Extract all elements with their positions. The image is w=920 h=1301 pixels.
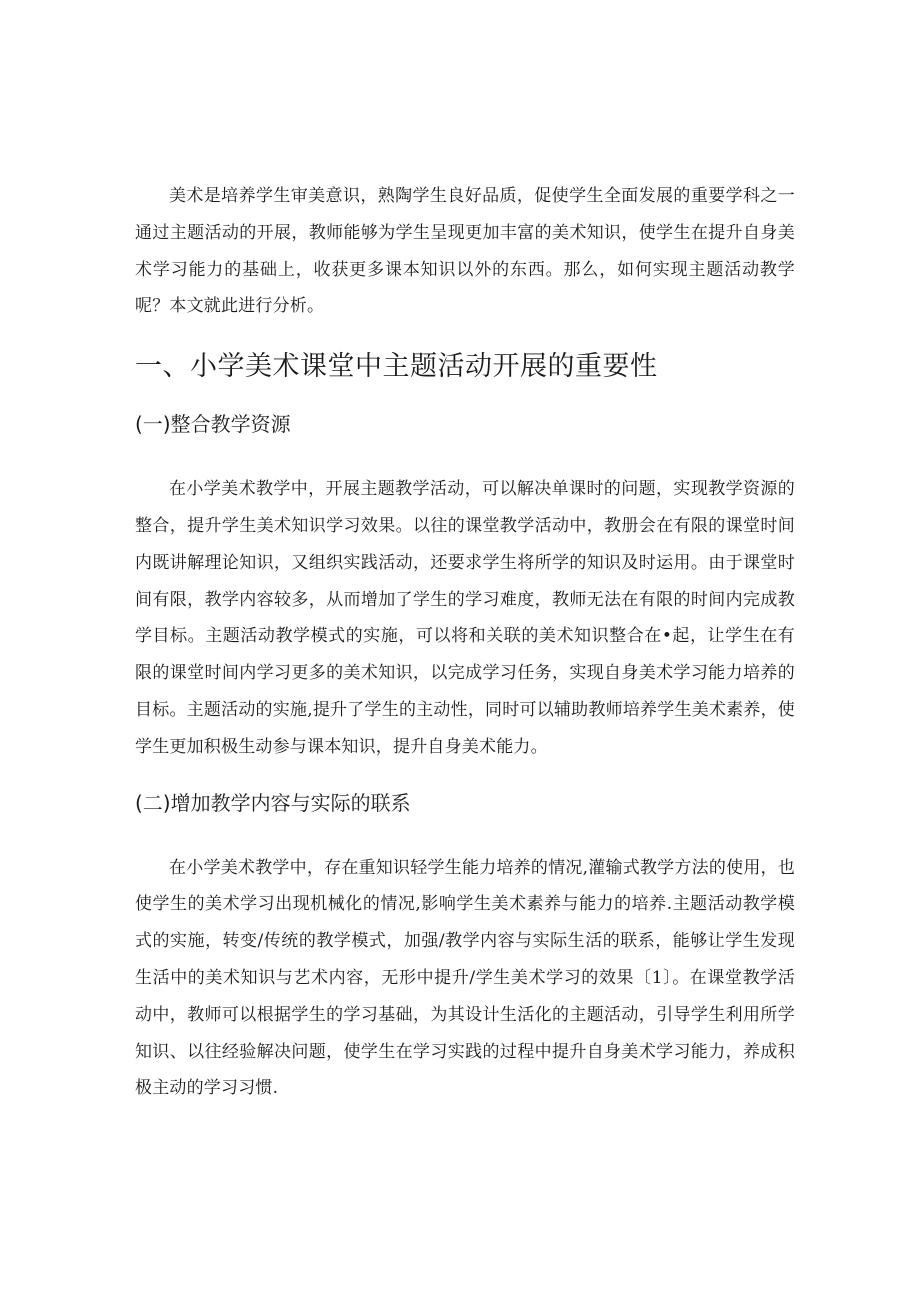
subsection-1-paragraph: 在小学美术教学中，开展主题教学活动，可以解决单课时的问题，实现教学资源的整合，提升学生美术知识学习效果。以往的课堂教学活动中，教册会在有限的课堂时间内既讲解理论知识，又组织实践活动，还要求学生将所学的知识及时运用。由于课堂时间有限，教学内容较多，从而增加了学生的学习难度，教师无法在有限的时间内完成教学目标。主题活动教学模式的实施，可以将和关联的美术知识整合在•起，让学生在有限的课堂时间内学习更多的美术知识，以完成学习任务，实现自身美术学习能力培养的目标。主题活动的实施,提升了学生的主动性，同时可以辅助教师培养学生美术素养，使学生更加积极生动参与课本知识，提升自身美术能力。 [135, 479, 795, 757]
document-body [135, 178, 795, 1107]
subsection-1-heading: (一)整合教学资源 [135, 412, 291, 437]
section-1-heading: 一、小学美术课堂中主题活动开展的重要性 [135, 351, 658, 383]
intro-paragraph: 美术是培养学生审美意识，熟陶学生良好品质，促使学生全面发展的重要学科之一通过主题活动的开展，教师能够为学生呈现更加丰富的美术知识，使学生在提升自身美术学习能力的基础上，收获更多课本知识以外的东西。那么，如何实现主题活动教学呢？本文就此进行分析。 [135, 186, 795, 317]
subsection-2-heading: (二)增加教学内容与实际的联系 [135, 790, 411, 815]
subsection-2-paragraph: 在小学美术教学中，存在重知识轻学生能力培养的情况,灌输式教学方法的使用，也使学生的美术学习出现机械化的情况,影响学生美术素养与能力的培养.主题活动教学模式的实施，转变/传统的教学模式，加强/教学内容与实际生活的联系，能够让学生发现生活中的美术知识与艺术内容，无形中提升/学生美术学习的效果〔1〕。在课堂教学活动中，教师可以根据学生的学习基础，为其设计生活化的主题活动，引导学生利用所学知识、以往经验解决问题，使学生在学习实践的过程中提升自身美术学习能力，养成积极主动的学习习惯. [135, 857, 795, 1099]
